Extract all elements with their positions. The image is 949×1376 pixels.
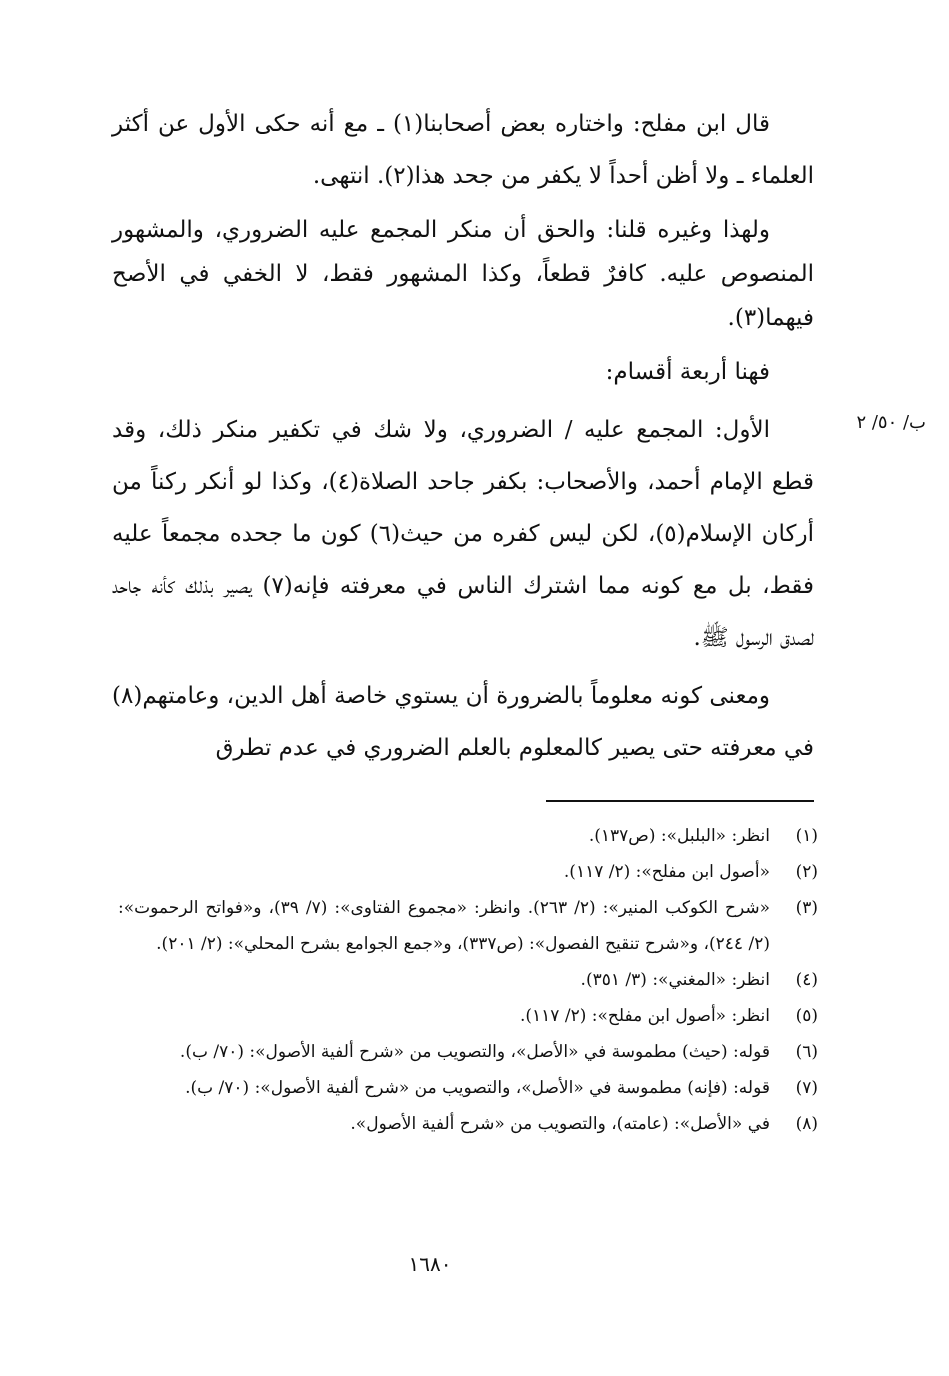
footnote — [118, 818, 818, 854]
footnote-number: (٤) — [795, 970, 818, 990]
footnote — [118, 962, 818, 998]
footnote-number: (٣) — [795, 898, 818, 918]
footnote-text: انظر: «البلبل»: (ص١٣٧). — [588, 826, 770, 846]
footnote — [118, 1070, 818, 1106]
footnote-text: في «الأصل»: (عامته)، والتصويب من «شرح ألفية الأصول». — [350, 1114, 770, 1134]
paragraph-ruling: ولهذا وغيره قلنا: والحق أن منكر المجمع عليه الضروري، والمشهور المنصوص عليه. كافرٌ قطعاً، وكذا المشهور فقط، لا الخفي في الأصح فيهما(٣). — [112, 217, 814, 331]
footnote-number: (٧) — [795, 1078, 818, 1098]
footnote-text: «شرح الكوكب المنير»: (٢/ ٢٦٣). وانظر: «مجموع الفتاوى»: (٧/ ٣٩)، و«فواتح الرحموت»: (٢/ ٢٤٤)، و«شرح تنقيح الفصول»: (ص٣٣٧)، و«جمع الجوامع بشرح المحلي»: (٢/ ٢٠١). — [118, 898, 770, 954]
footnotes — [118, 818, 818, 1142]
paragraph-ibn-muflih: قال ابن مفلح: واختاره بعض أصحابنا(١) ـ مع أنه حكى الأول عن أكثر العلماء ـ ولا أظن أحداً لا يكفر من جحد هذا(٢). انتهى. — [112, 111, 814, 189]
manuscript-folio-note: ب/ ٥٠/ ٢ — [856, 412, 926, 433]
paragraph-first-category: الأول: المجمع عليه / الضروري، ولا شك في تكفير منكر ذلك، وقد قطع الإمام أحمد، والأصحاب: بكفر جاحد الصلاة(٤)، وكذا لو أنكر ركناً من أركان الإسلام(٥)، لكن ليس كفره من حيث(٦) كون ما جحده مجمعاً عليه فقط، بل مع كونه مما اشترك الناس في معرفته فإنه(٧) يصير بذلك كأنه جاحد لصدق الرسول ﷺ. — [112, 417, 814, 651]
footnote-separator — [546, 800, 814, 802]
footnote-number: (١) — [795, 826, 818, 846]
footnote-text: قوله: (فإنه) مطموسة في «الأصل»، والتصويب من «شرح ألفية الأصول»: (٧٠/ ب). — [185, 1078, 770, 1098]
footnote-text: انظر: «المغني»: (٣/ ٣٥١). — [580, 970, 770, 990]
footnote — [118, 890, 818, 962]
footnote-number: (٨) — [795, 1114, 818, 1134]
footnote-number: (٢) — [795, 862, 818, 882]
page-number: ١٦٨٠ — [408, 1252, 452, 1276]
footnote — [118, 1034, 818, 1070]
paragraph-four-categories: فهنا أربعة أقسام: — [605, 359, 770, 385]
footnote-text: قوله: (حيث) مطموسة في «الأصل»، والتصويب من «شرح ألفية الأصول»: (٧٠/ ب). — [179, 1042, 770, 1062]
footnote-number: (٦) — [795, 1042, 818, 1062]
footnote — [118, 854, 818, 890]
footnote-text: انظر: «أصول ابن مفلح»: (٢/ ١١٧). — [519, 1006, 770, 1026]
footnote-text: «أصول ابن مفلح»: (٢/ ١١٧). — [563, 862, 770, 882]
footnote-number: (٥) — [795, 1006, 818, 1026]
paragraph-meaning-necessity: ومعنى كونه معلوماً بالضرورة أن يستوي خاصة أهل الدين، وعامتهم(٨) في معرفته حتى يصير كالمعلوم بالعلم الضروري في عدم تطرق — [112, 683, 814, 761]
main-text — [112, 98, 814, 774]
footnote — [118, 998, 818, 1034]
footnote — [118, 1106, 818, 1142]
